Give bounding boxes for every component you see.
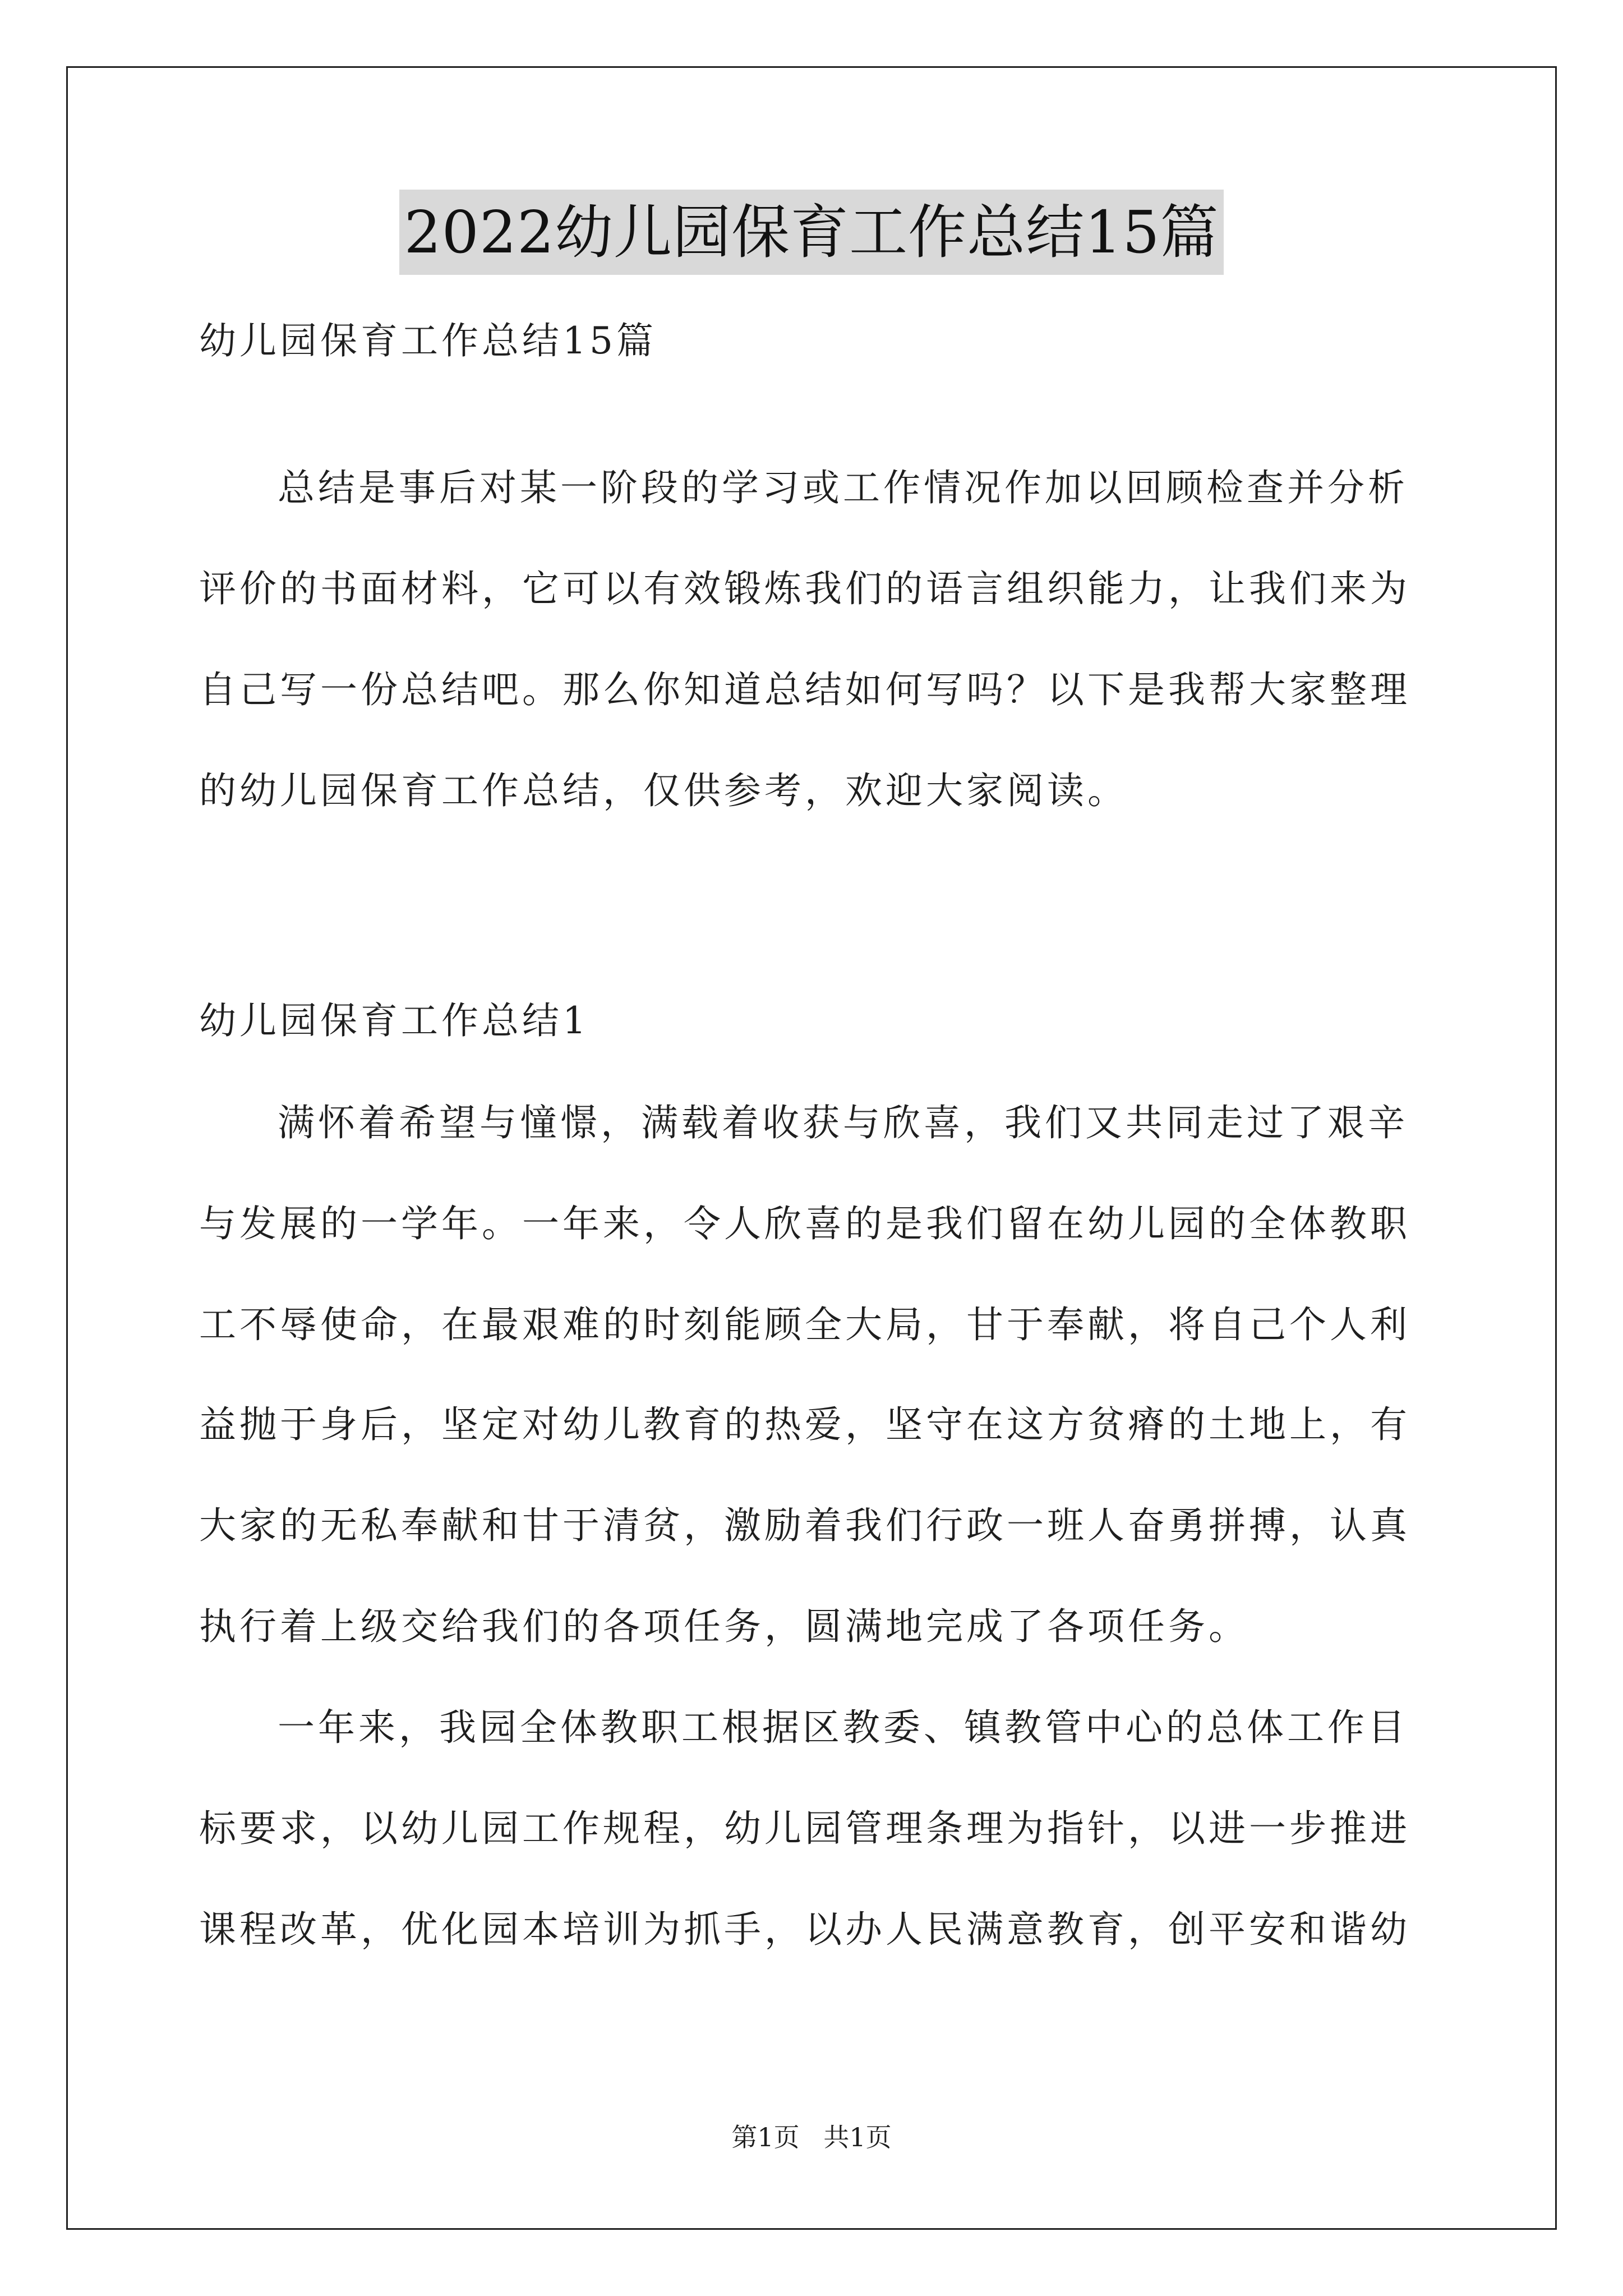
body-line: 工不辱使命，在最艰难的时刻能顾全大局，甘于奉献，将自己个人利: [199, 1303, 1410, 1346]
page-footer: [0, 2120, 1623, 2154]
body-line: 标要求，以幼儿园工作规程，幼儿园管理条理为指针，以进一步推进: [199, 1807, 1410, 1850]
body-line: 与发展的一学年。一年来，令人欣喜的是我们留在幼儿园的全体教职: [199, 1202, 1410, 1245]
body-line: 总结是事后对某一阶段的学习或工作情况作加以回顾检查并分析: [278, 466, 1408, 509]
body-line: 课程改革，优化园本培训为抓手，以办人民满意教育，创平安和谐幼: [199, 1908, 1410, 1951]
body-line: 满怀着希望与憧憬，满载着收获与欣喜，我们又共同走过了艰辛: [278, 1101, 1408, 1144]
page-total: 共1页: [823, 2122, 892, 2152]
subtitle-heading: 幼儿园保育工作总结15篇: [199, 319, 657, 362]
body-line: 自己写一份总结吧。那么你知道总结如何写吗？以下是我帮大家整理: [199, 668, 1410, 711]
body-line: 的幼儿园保育工作总结，仅供参考，欢迎大家阅读。: [199, 769, 1128, 812]
body-line: 评价的书面材料，它可以有效锻炼我们的语言组织能力，让我们来为: [199, 567, 1410, 610]
body-line: 一年来，我园全体教职工根据区教委、镇教管中心的总体工作目: [278, 1706, 1408, 1749]
page-number: 第1页: [731, 2122, 800, 2152]
body-line: 益抛于身后，坚定对幼儿教育的热爱，坚守在这方贫瘠的土地上，有: [199, 1403, 1410, 1446]
section-heading: 幼儿园保育工作总结1: [199, 999, 589, 1042]
title-container: [0, 190, 1623, 275]
body-line: 大家的无私奉献和甘于清贫，激励着我们行政一班人奋勇拼搏，认真: [199, 1504, 1410, 1547]
body-line: 执行着上级交给我们的各项任务，圆满地完成了各项任务。: [199, 1605, 1249, 1648]
document-title: 2022幼儿园保育工作总结15篇: [399, 190, 1223, 275]
